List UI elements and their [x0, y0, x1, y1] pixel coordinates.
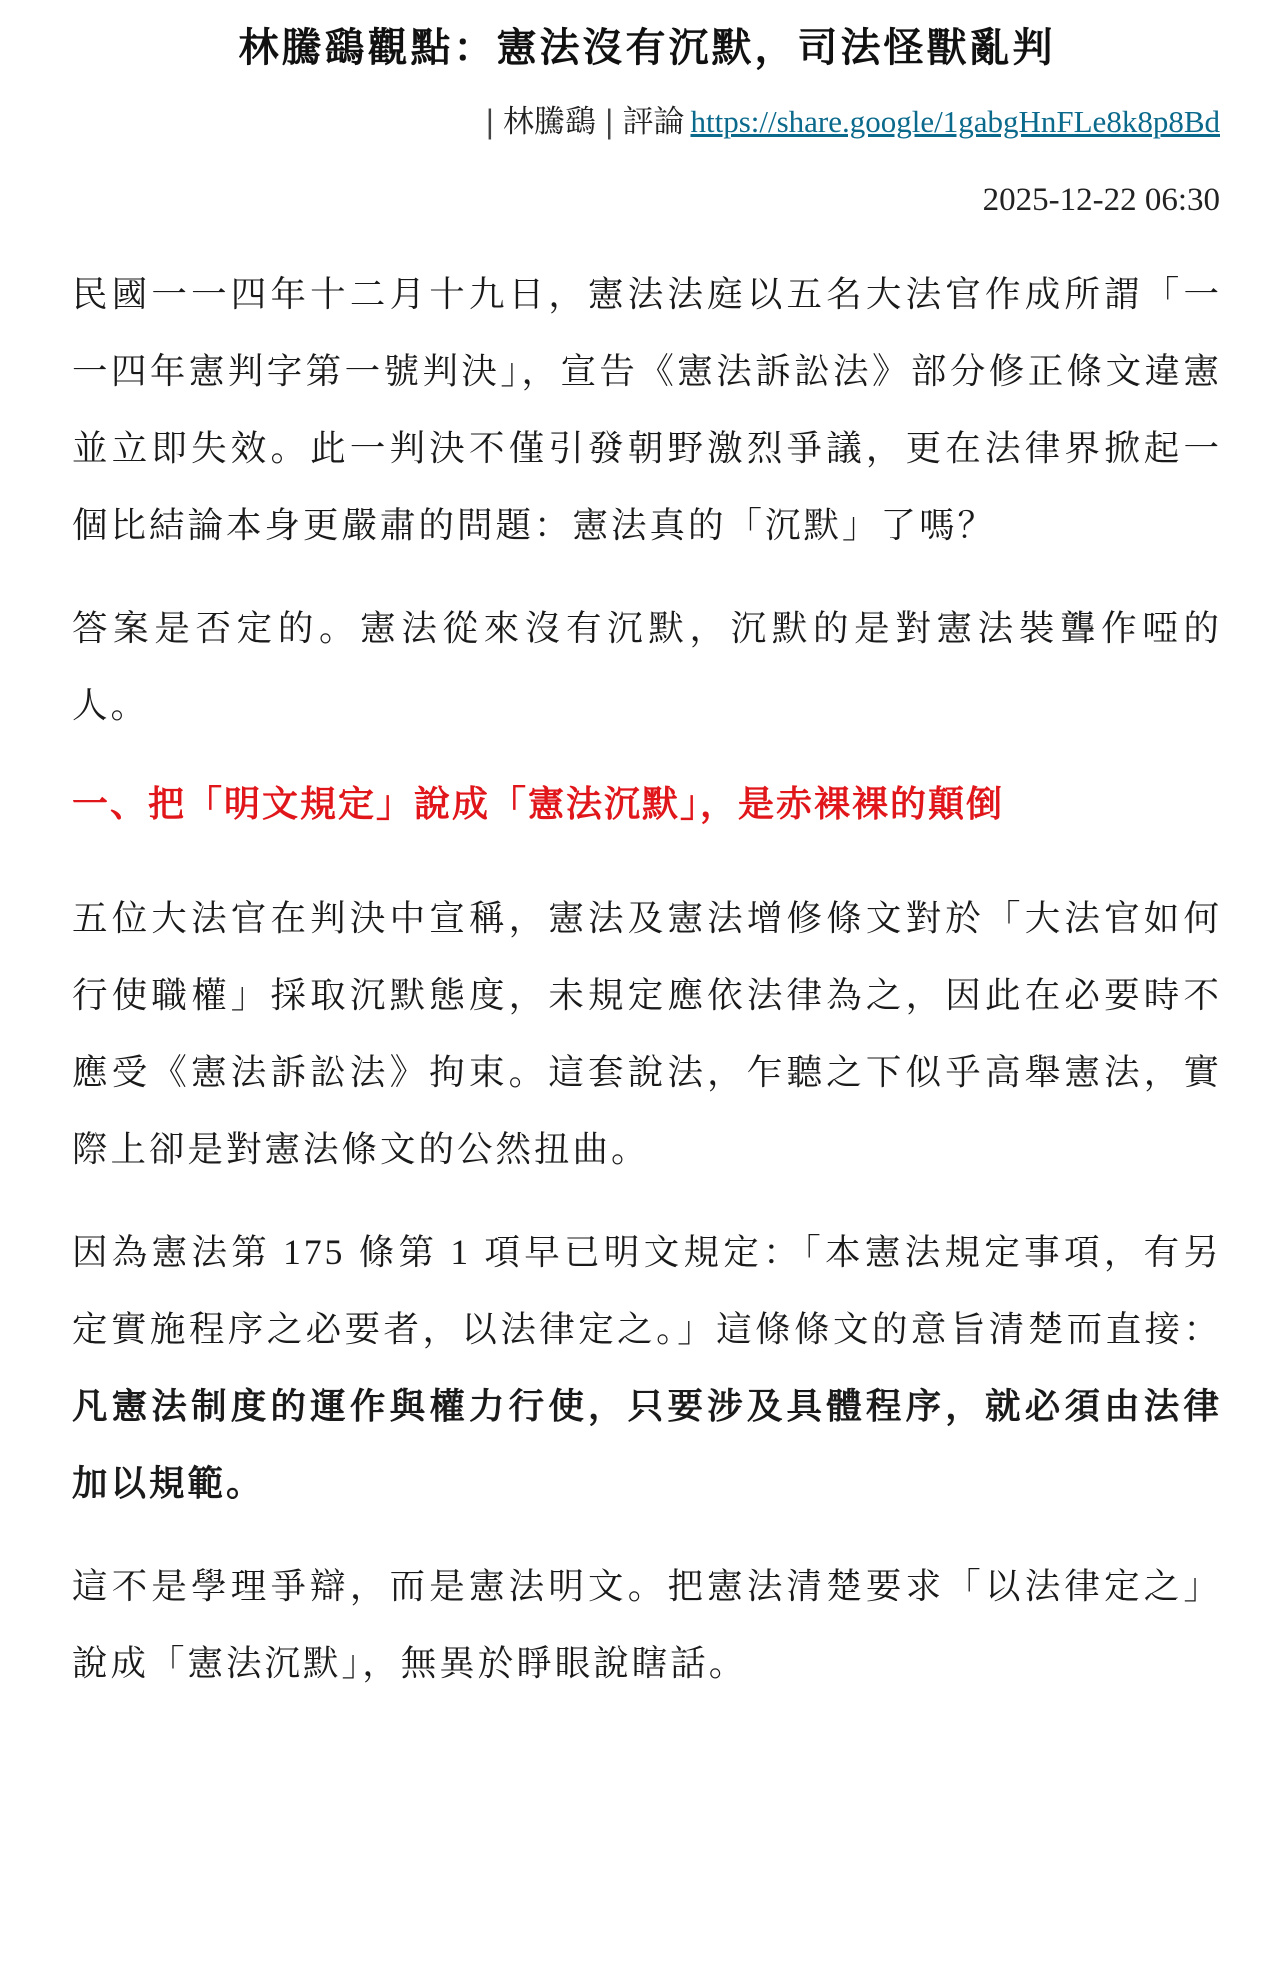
paragraph-1: 民國一一四年十二月十九日，憲法法庭以五名大法官作成所謂「一一四年憲判字第一號判決」，宣告《憲法訴訟法》部分修正條文違憲並立即失效。此一判決不僅引發朝野激烈爭議，更在法律界掀起一個比結論本身更嚴肅的問題：憲法真的「沉默」了嗎？	[72, 274, 1222, 546]
paragraph-2: 答案是否定的。憲法從來沒有沉默，沉默的是對憲法裝聾作啞的人。	[72, 608, 1222, 726]
author-name[interactable]: 林騰鷂	[503, 104, 597, 140]
section-heading-1: 一、把「明文規定」說成「憲法沉默」，是赤裸裸的顛倒	[72, 784, 1005, 825]
paragraph-5: 這不是學理爭辯，而是憲法明文。把憲法清楚要求「以法律定之」說成「憲法沉默」，無異於睜眼說瞎話。	[72, 1566, 1222, 1684]
paragraph-4-emphasis: 凡憲法制度的運作與權力行使，只要涉及具體程序，就必須由法律加以規範。	[72, 1386, 1222, 1504]
paragraph-3: 五位大法官在判決中宣稱，憲法及憲法增修條文對於「大法官如何行使職權」採取沉默態度，未規定應依法律為之，因此在必要時不應受《憲法訴訟法》拘束。這套說法，乍聽之下似乎高舉憲法，實際上卻是對憲法條文的公然扭曲。	[72, 898, 1222, 1170]
share-link[interactable]: https://share.google/1gabgHnFLe8k8p8Bd	[690, 104, 1220, 139]
paragraph-4-part-c: 項早已明文規定：「本憲法規定事項，有另定實施程序之必要者，以法律定之。」這條條文的意旨清楚而直接：	[72, 1232, 1222, 1350]
publish-date: 2025-12-22 06:30	[982, 182, 1220, 218]
item-number: 1	[450, 1232, 472, 1272]
paragraph-4-part-b: 條第	[357, 1232, 439, 1273]
paragraph-4-part-a: 因為憲法第	[72, 1232, 272, 1273]
article-number: 175	[283, 1232, 346, 1272]
byline-separator: |	[604, 104, 615, 140]
byline-prefix-separator: |	[484, 104, 496, 140]
paragraph-4	[72, 1214, 1222, 1522]
section-label[interactable]: 評論	[622, 104, 685, 140]
article-body	[72, 256, 1222, 1702]
article-title: 林騰鷂觀點：憲法沒有沉默，司法怪獸亂判	[238, 25, 1056, 71]
byline	[72, 100, 1220, 144]
